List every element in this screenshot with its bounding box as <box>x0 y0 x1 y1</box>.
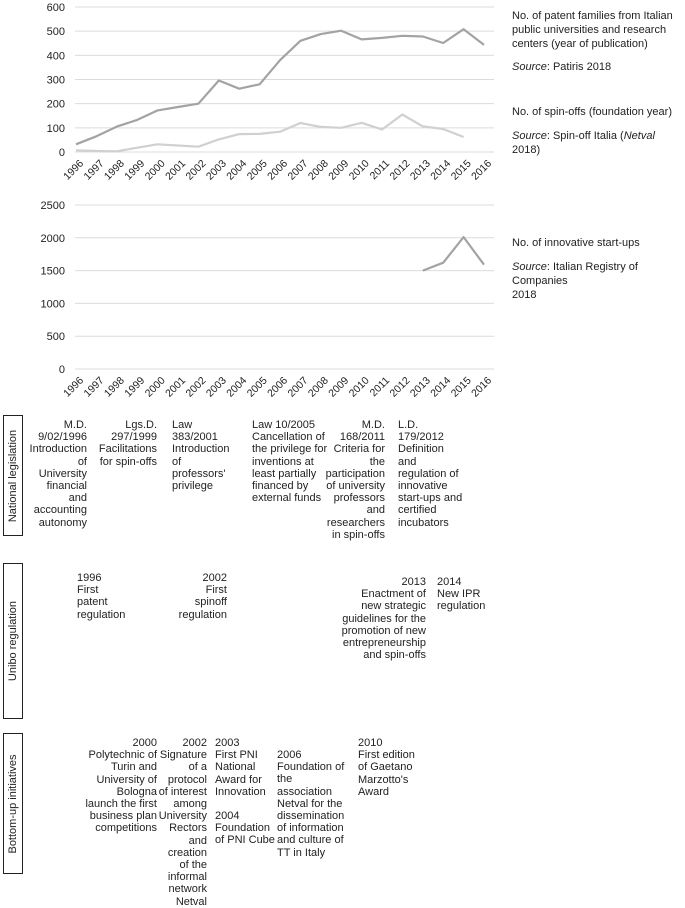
y-tick-label: 0 <box>58 364 65 376</box>
y-tick-label: 300 <box>46 74 65 87</box>
x-tick-label: 2013 <box>407 157 433 183</box>
x-tick-label: 2011 <box>367 157 393 183</box>
unibo-event: 1996 First patent regulation <box>77 572 126 621</box>
unibo-event: 2013 Enactment of new strategic guidelines for the promotion of new entrepreneurship and spin-offs <box>341 576 426 662</box>
x-tick-label: 1997 <box>81 374 107 400</box>
x-tick-label: 2016 <box>469 157 495 183</box>
x-tick-label: 1999 <box>122 157 148 183</box>
x-tick-label: 1998 <box>101 374 127 400</box>
y-tick-label: 500 <box>46 26 65 39</box>
unibo-event: 2014 New IPR regulation <box>437 576 486 613</box>
x-tick-label: 2005 <box>244 157 270 183</box>
x-tick-label: 1997 <box>81 157 107 183</box>
x-tick-label: 2006 <box>265 374 291 400</box>
bottom-up-initiatives-label: Bottom-up initiatives <box>3 733 23 874</box>
x-tick-label: 2002 <box>183 157 209 183</box>
y-tick-label: 1500 <box>40 265 65 278</box>
legend-startups: No. of innovative start-ups <box>512 237 640 249</box>
x-tick-label: 2010 <box>346 157 372 183</box>
x-tick-label: 1998 <box>101 157 127 183</box>
x-tick-label: 2003 <box>203 374 229 400</box>
y-tick-label: 200 <box>46 98 65 111</box>
x-tick-label: 2000 <box>142 374 168 400</box>
x-tick-label: 2007 <box>285 374 311 400</box>
x-tick-label: 2004 <box>224 374 250 400</box>
x-tick-label: 2012 <box>387 157 413 183</box>
legend-spinoffs: No. of spin-offs (foundation year) <box>512 106 672 118</box>
y-tick-label: 2500 <box>40 200 65 212</box>
x-tick-label: 2010 <box>346 374 372 400</box>
y-tick-label: 600 <box>46 2 65 14</box>
bottomup-event: 2002 Signature of a protocol of interest among University Rectors and creation of the informal network Netval <box>158 737 207 908</box>
x-tick-label: 1996 <box>61 157 87 183</box>
x-tick-label: 2014 <box>428 157 454 183</box>
x-tick-label: 2003 <box>203 157 229 183</box>
series-line <box>423 237 484 271</box>
x-tick-label: 2009 <box>326 374 352 400</box>
bottomup-event: 2004 Foundation of PNI Cube <box>215 810 275 847</box>
x-tick-label: 1999 <box>122 374 148 400</box>
x-tick-label: 2015 <box>448 374 474 400</box>
y-tick-label: 0 <box>58 147 65 159</box>
y-tick-label: 100 <box>46 122 65 135</box>
national-event: M.D. 9/02/1996 Introduction of University financial and accounting autonomy <box>29 419 87 529</box>
national-event: M.D. 168/2011 Criteria for the participation of university professors and researchers in spin-offs <box>325 419 385 541</box>
bottomup-event: 2006 Foundation of the association Netval for the dissemination of information and culture of TT in Italy <box>277 749 345 859</box>
national-legislation-label: National legislation <box>3 415 23 536</box>
y-tick-label: 400 <box>46 50 65 63</box>
x-tick-label: 2013 <box>407 374 433 400</box>
unibo-event: 2002 First spinoff regulation <box>178 572 227 621</box>
unibo-regulation-label: Unibo regulation <box>3 563 23 719</box>
national-event: Lgs.D. 297/1999 Facilitations for spin-offs <box>98 419 157 468</box>
legend-patents-source: Source: Patiris 2018 <box>512 61 612 73</box>
x-tick-label: 2006 <box>265 157 291 183</box>
bottomup-event: 2003 First PNI National Award for Innovation <box>215 737 266 798</box>
x-tick-label: 2008 <box>305 157 331 183</box>
y-tick-label: 500 <box>46 331 65 344</box>
x-tick-label: 2000 <box>142 157 168 183</box>
x-tick-label: 2012 <box>387 374 413 400</box>
bottomup-event: 2010 First edition of Gaetano Marzotto's Award <box>358 737 415 798</box>
x-tick-label: 2011 <box>367 374 393 400</box>
y-tick-label: 2000 <box>40 232 65 245</box>
x-tick-label: 1996 <box>61 374 87 400</box>
x-tick-label: 2009 <box>326 157 352 183</box>
national-event: Law 10/2005 Cancellation of the privilege for inventions at least partially financed by external funds <box>252 419 328 505</box>
legend-patents: No. of patent families from Italian public universities and research centers (year of publication) <box>512 10 673 50</box>
x-tick-label: 2001 <box>163 374 189 400</box>
x-tick-label: 2015 <box>448 157 474 183</box>
legend-startups-source: Source: Italian Registry of Companies 2018 <box>512 261 638 301</box>
x-tick-label: 2007 <box>285 157 311 183</box>
x-tick-label: 2001 <box>163 157 189 183</box>
x-tick-label: 2014 <box>428 374 454 400</box>
x-tick-label: 2004 <box>224 157 250 183</box>
legend-spinoffs-source: Source: Spin-off Italia (Netval 2018) <box>512 130 655 156</box>
national-event: Law 383/2001 Introduction of professors' privilege <box>172 419 230 493</box>
x-tick-label: 2002 <box>183 374 209 400</box>
x-tick-label: 2005 <box>244 374 270 400</box>
national-event: L.D. 179/2012 Definition and regulation of innovative start-ups and certified incubators <box>398 419 463 529</box>
x-tick-label: 2016 <box>469 374 495 400</box>
y-tick-label: 1000 <box>40 298 65 311</box>
bottomup-event: 2000 Polytechnic of Turin and University of Bologna launch the first business plan competitions <box>85 737 157 835</box>
x-tick-label: 2008 <box>305 374 331 400</box>
